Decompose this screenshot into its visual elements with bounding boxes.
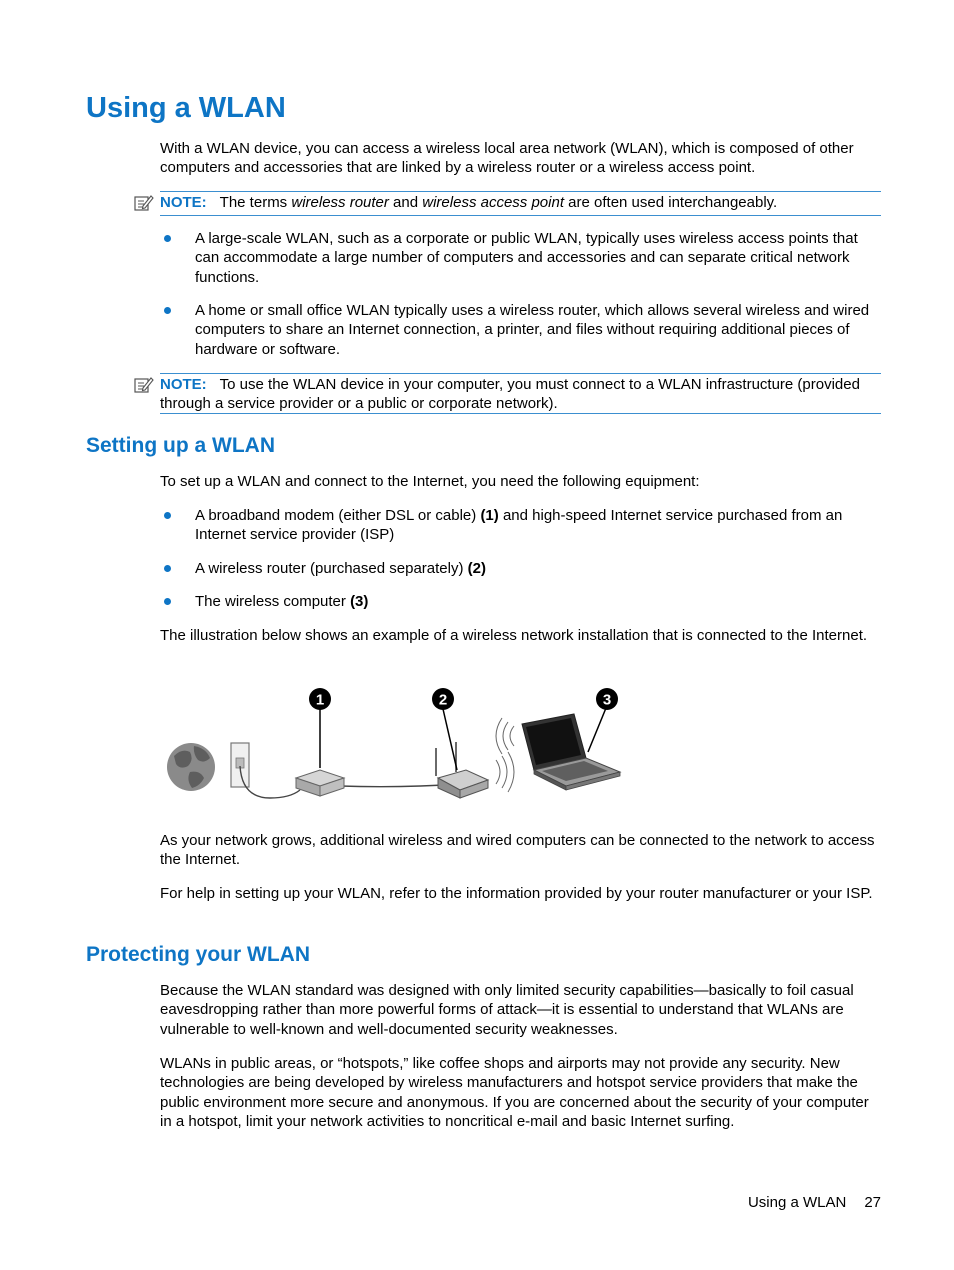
callout-number: 1 [315, 691, 325, 709]
note-text: To use the WLAN device in your computer, you must connect to a WLAN infrastructure (provided through a service provider or a public or corporate network). [160, 376, 860, 413]
callout-ref: (1) [480, 507, 499, 524]
wall-jack-icon [231, 743, 249, 787]
callout-number: 3 [602, 691, 612, 709]
note-interchangeable [160, 191, 881, 216]
bullet-dot-icon [164, 512, 171, 519]
note-label: NOTE: [160, 194, 207, 211]
setup-intro: To set up a WLAN and connect to the Internet, you need the following equipment: [160, 473, 700, 490]
page-title: Using a WLAN [86, 92, 286, 124]
list-item-text: A wireless router (purchased separately) [195, 560, 468, 577]
list-item-text: A home or small office WLAN typically uses a wireless router, which allows several wireless and wired computers to share an Internet connection, a printer, and files without requiring additional pieces of hardware or software. [195, 302, 870, 358]
note-text: and [388, 194, 423, 211]
note-text: The terms [219, 194, 292, 211]
wireless-signal-icon [496, 718, 514, 754]
note-label: NOTE: [160, 376, 207, 393]
bullet-dot-icon [164, 307, 171, 314]
section-heading-protect: Protecting your WLAN [86, 943, 310, 966]
list-item [160, 592, 884, 611]
bullet-dot-icon [164, 235, 171, 242]
security-paragraph-2: WLANs in public areas, or “hotspots,” like coffee shops and airports may not provide any security. New technologies are being developed by wireless manufacturers and hotspot service providers that make the public environment more secure and anonymous. If you are concerned about the security of your computer in a hotspot, limit your network activities to noncritical e-mail and basic Internet surfing. [160, 1055, 869, 1131]
bullet-dot-icon [164, 565, 171, 572]
note-term-access-point: wireless access point [422, 194, 564, 211]
help-paragraph: For help in setting up your WLAN, refer to the information provided by your router manufacturer or your ISP. [160, 885, 873, 902]
page-footer [748, 1193, 881, 1212]
list-item [160, 559, 884, 578]
list-item-text: A broadband modem (either DSL or cable) [195, 507, 481, 524]
note-wlan-infrastructure [160, 373, 881, 414]
security-paragraph-1: Because the WLAN standard was designed with only limited security capabilities—basically to foil casual eavesdropping rather than more powerful forms of attack—it is essential to understand that WLANs are vulnerable to well-known and well-documented security weaknesses. [160, 982, 854, 1038]
intro-paragraph: With a WLAN device, you can access a wireless local area network (WLAN), which is composed of other computers and accessories that are linked by a wireless router or a wireless access point. [160, 140, 854, 177]
callout-1 [309, 688, 331, 710]
list-item [160, 229, 884, 287]
network-grows-paragraph: As your network grows, additional wireless and wired computers can be connected to the network to access the Internet. [160, 832, 875, 869]
list-item [160, 506, 884, 545]
callout-3 [596, 688, 618, 710]
list-item-text: The wireless computer [195, 593, 351, 610]
globe-icon [167, 743, 215, 791]
page-number: 27 [864, 1194, 881, 1211]
callout-2 [432, 688, 454, 710]
callout-number: 2 [438, 691, 448, 709]
callout-ref: (2) [467, 560, 486, 577]
modem-icon [296, 770, 344, 796]
illustration-description: The illustration below shows an example of a wireless network installation that is connected to the Internet. [160, 627, 868, 644]
wlan-illustration [160, 680, 630, 810]
section-heading-setup: Setting up a WLAN [86, 434, 275, 457]
list-item-text: A large-scale WLAN, such as a corporate or public WLAN, typically uses wireless access points that can accommodate a large number of computers and accessories and can separate critical network functions. [195, 230, 858, 286]
note-text: are often used interchangeably. [564, 194, 778, 211]
footer-section-title: Using a WLAN [747, 1194, 847, 1211]
list-item-text: and high-speed Internet service purchased from an Internet service provider (ISP) [195, 507, 843, 544]
note-term-router: wireless router [291, 194, 389, 211]
router-icon [436, 742, 514, 798]
bullet-dot-icon [164, 598, 171, 605]
callout-ref: (3) [350, 593, 369, 610]
note-pencil-icon [134, 194, 154, 212]
note-pencil-icon [134, 376, 154, 394]
list-item [160, 301, 884, 359]
laptop-icon [522, 714, 620, 790]
